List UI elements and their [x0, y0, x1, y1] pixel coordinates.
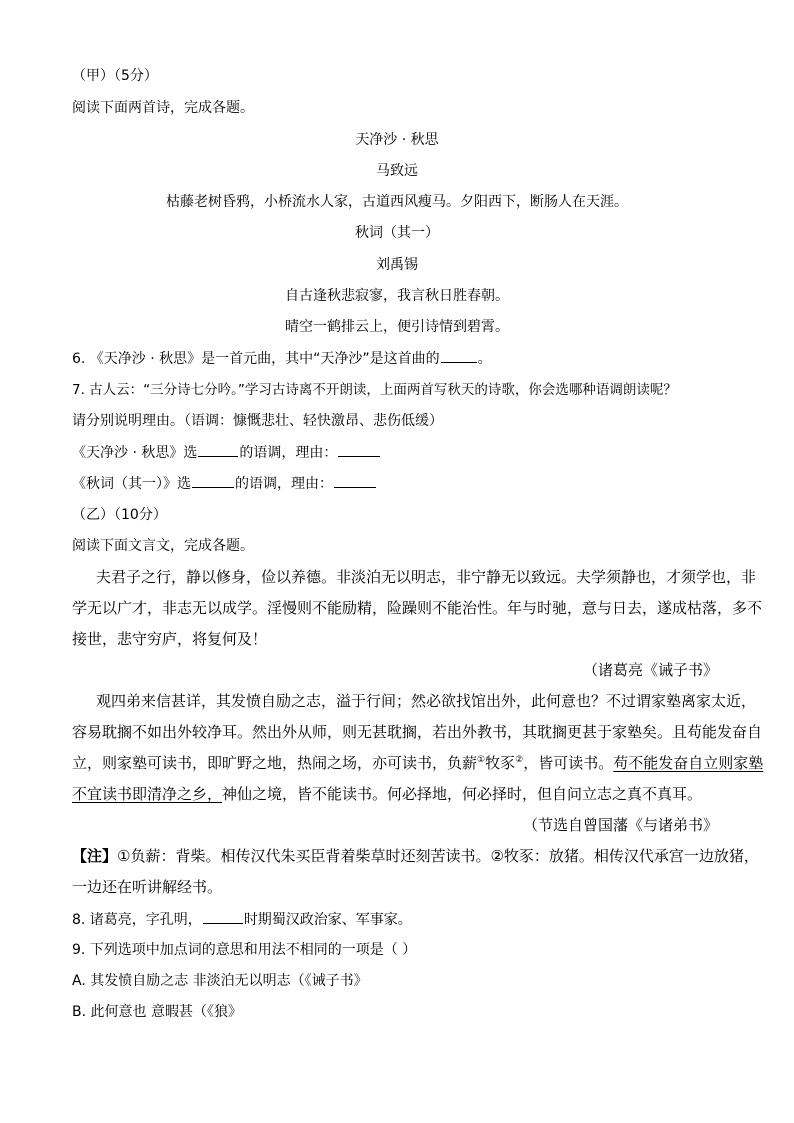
- answer-blank[interactable]: [203, 909, 243, 924]
- question-7-answer-a: [72, 442, 381, 463]
- poem1-author: 马致远: [376, 163, 418, 179]
- question-7-b-prefix: 《秋词（其一）》选: [72, 476, 191, 492]
- answer-blank[interactable]: [338, 442, 380, 457]
- question-6-suffix: 。: [477, 351, 492, 367]
- underlined-sentence-part1: 苟不能发奋自立则家塾: [613, 754, 764, 772]
- passage2-line3-a: 立，则家塾可读书，即旷野之地，热闹之场，亦可读书，负薪: [72, 754, 478, 772]
- question-9-option-b[interactable]: B. 此何意也 意暇甚（《狼》: [72, 1004, 242, 1020]
- section-yi-heading: （乙）（10分）: [72, 507, 167, 523]
- question-9-stem: 9. 下列选项中加点词的意思和用法不相同的一项是（ ）: [72, 942, 417, 958]
- note-text: ①负薪：背柴。相传汉代朱买臣背着柴草时还刻苦读书。②牧豕：放猪。相传汉代承宫一边放猪，: [117, 847, 759, 865]
- answer-blank[interactable]: [192, 473, 234, 488]
- footnote-marker-2: ②: [515, 755, 524, 765]
- question-6-text: 6. 《天净沙 · 秋思》是一首元曲，其中“天净沙”是这首曲的: [72, 351, 440, 367]
- question-6: [72, 348, 492, 369]
- note-label: 【注】: [72, 847, 118, 865]
- question-8: [72, 909, 412, 930]
- passage1-source: （诸葛亮《诫子书》: [582, 661, 718, 679]
- section-jia-heading: （甲）（5分）: [72, 68, 158, 84]
- passage2-line3: [72, 753, 763, 773]
- question-8-suffix: 时期蜀汉政治家、军事家。: [243, 912, 412, 928]
- poem2-author: 刘禹锡: [376, 257, 418, 273]
- passage2-line4: [72, 784, 702, 804]
- passage2-line1: 观四弟来信甚详，其发愤自励之志，溢于行间；然必欲找馆出外，此何意也？不过谓家塾离家太近，: [96, 692, 757, 710]
- poem2-title: 秋词（其一）: [355, 225, 439, 241]
- passage2-line3-b: 牧豕: [485, 754, 516, 772]
- passage1-line1: 夫君子之行，静以修身，俭以养德。非淡泊无以明志，非宁静无以致远。夫学须静也，才须学也，非: [96, 568, 757, 586]
- poem2-line1: 自古逢秋悲寂寥，我言秋日胜春朝。: [285, 288, 509, 304]
- question-7-line2: 请分别说明理由。（语调：慷慨悲壮、轻快激昂、悲伤低缓）: [72, 413, 443, 429]
- question-7-answer-b: [72, 473, 377, 494]
- instruction-yi: 阅读下面文言文，完成各题。: [72, 538, 254, 554]
- poem1-title: 天净沙 · 秋思: [355, 132, 439, 148]
- question-9-option-a[interactable]: A. 其发愤自励之志 非淡泊无以明志（《诫子书》: [72, 973, 368, 989]
- footnote-marker-1: ①: [477, 755, 486, 765]
- passage2-source: （节选自曾国藩《与诸弟书》: [522, 816, 718, 834]
- answer-blank[interactable]: [334, 473, 376, 488]
- answer-blank[interactable]: [198, 442, 238, 457]
- question-7-a-mid: 的语调，理由：: [239, 445, 338, 461]
- passage1-line2: 学无以广才，非志无以成学。淫慢则不能励精，险躁则不能治性。年与时驰，意与日去，遂成枯落，多不: [72, 599, 763, 617]
- passage1-line3: 接世，悲守穷庐，将复何及！: [72, 630, 268, 648]
- question-8-text: 8. 诸葛亮，字孔明，: [72, 912, 202, 928]
- question-7-a-prefix: 《天净沙 · 秋思》选: [72, 445, 198, 461]
- poem1-body: 枯藤老树昏鸦，小桥流水人家，古道西风瘦马。夕阳西下，断肠人在天涯。: [166, 194, 628, 210]
- note-line2: 一边还在听讲解经书。: [72, 878, 223, 896]
- passage2-line3-c: ，皆可读书。: [523, 754, 614, 772]
- instruction-jia: 阅读下面两首诗，完成各题。: [72, 100, 254, 116]
- underlined-sentence-part2: 不宜读书即清净之乡，: [72, 785, 223, 803]
- poem2-line2: 晴空一鹤排云上，便引诗情到碧霄。: [285, 319, 509, 335]
- question-7-b-mid: 的语调，理由：: [235, 476, 333, 492]
- note-line1: [72, 846, 759, 866]
- answer-blank[interactable]: [441, 348, 477, 363]
- passage2-line4-rest: 神仙之境，皆不能读书。何必择地，何必择时，但自问立志之真不真耳。: [222, 785, 703, 803]
- question-7-line1: 7. 古人云：“三分诗七分吟。”学习古诗离不开朗读，上面两首写秋天的诗歌，你会选哪种语调朗读呢？: [72, 382, 677, 398]
- passage2-line2: 容易耽搁不如出外较净耳。然出外从师，则无甚耽搁，若出外教书，其耽搁更甚于家塾矣。且苟能发奋自: [72, 723, 763, 741]
